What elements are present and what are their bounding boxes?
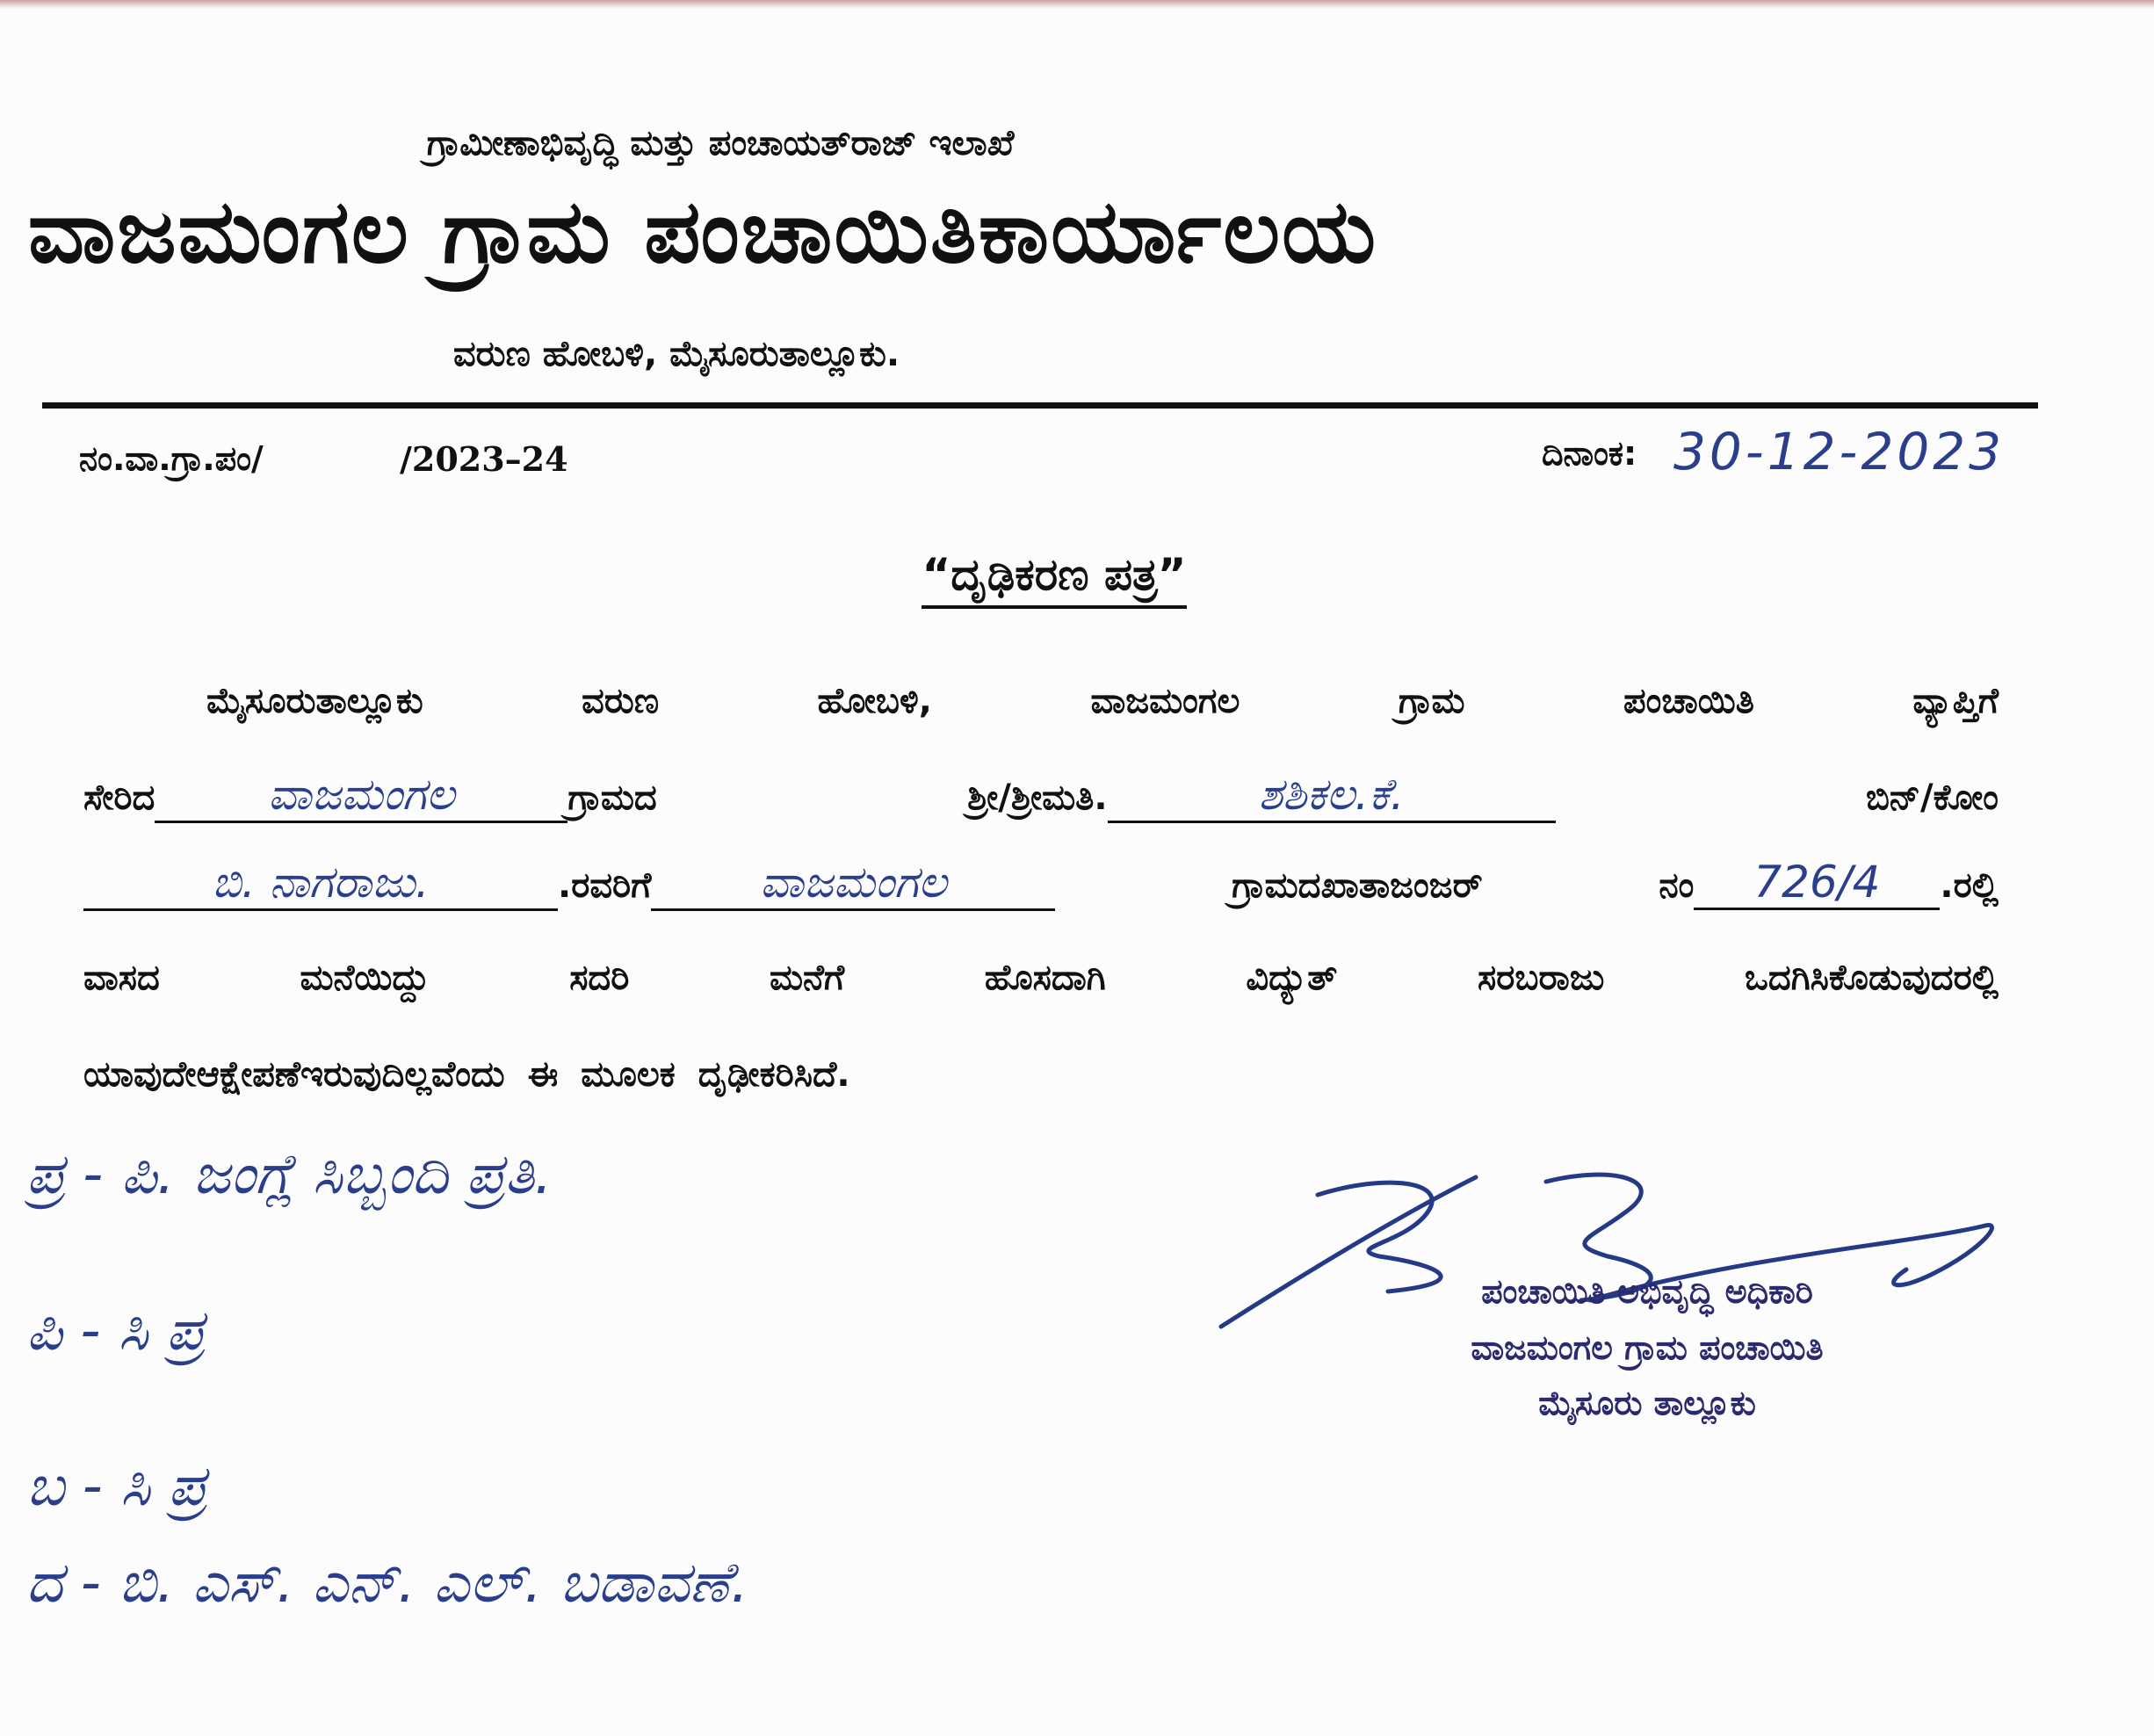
word: ಗ್ರಾಮದಖಾತಾಜಂಜರ್ — [1232, 865, 1483, 906]
copy-note-4: ದ - ಬಿ. ಎಸ್. ಎನ್. ಎಲ್. ಬಡಾವಣೆ. — [26, 1551, 749, 1616]
number-fill: 726/4 — [1694, 857, 1940, 910]
office-title: ವಾಜಮಂಗಲ ಗ್ರಾಮ ಪಂಚಾಯಿತಿಕಾರ್ಯಾಲಯ — [27, 180, 1378, 283]
word: .ರಲ್ಲಿ — [1940, 865, 1999, 906]
word: ಈ — [527, 1054, 559, 1095]
word: ಮೈಸೂರುತಾಲ್ಲೂಕು — [206, 681, 423, 721]
department-name: ಗ್ರಾಮೀಣಾಭಿವೃದ್ಧಿ ಮತ್ತು ಪಂಚಾಯತ್‌ರಾಜ್ ಇಲಾಖೆ — [426, 123, 1015, 163]
word: ಶ್ರೀ/ಶ್ರೀಮತಿ. — [967, 778, 1108, 818]
heading-text: “ದೃಢಿಕರಣ ಪತ್ರ” — [922, 549, 1186, 609]
word: ಪಂಚಾಯಿತಿ — [1623, 681, 1754, 721]
father-fill: ಬಿ. ನಾಗರಾಜು. — [83, 857, 558, 911]
word: ಮನೆಯಿದ್ದು — [300, 958, 430, 998]
date-label: ದಿನಾಂಕ: — [1542, 434, 1637, 473]
word: ಹೊಸದಾಗಿ — [984, 958, 1106, 998]
officer-signature — [1212, 1160, 2003, 1353]
copy-note-2: ಪಿ - ಸಿ ಪ್ರ — [26, 1298, 205, 1363]
word: ಗ್ರಾಮ — [1398, 681, 1465, 721]
paper-top-edge — [0, 0, 2154, 9]
header-divider — [42, 402, 2038, 409]
body-line-3 — [83, 857, 1999, 911]
word: ಹೋಬಳಿ, — [817, 681, 932, 721]
word: ಮನೆಗೆ — [770, 958, 845, 998]
number-group — [1659, 857, 1999, 910]
document-heading — [0, 549, 2108, 601]
office-location: ವರುಣ ಹೋಬಳಿ, ಮೈಸೂರುತಾಲ್ಲೂಕು. — [452, 334, 900, 374]
word: ಸದರಿ — [569, 958, 630, 998]
reference-prefix: ನಂ.ವಾ.ಗ್ರಾ.ಪಂ/ — [79, 439, 264, 478]
date-value: 30-12-2023 — [1673, 422, 2006, 481]
word: ಒದಗಿಸಿಕೊಡುವುದರಲ್ಲಿ — [1744, 958, 1999, 998]
stamp-taluk: ಮೈಸೂರು ತಾಲ್ಲೂಕು — [1538, 1384, 1756, 1422]
word: ಗ್ರಾಮದ — [567, 778, 657, 818]
village2-fill: ವಾಜಮಂಗಲ — [651, 857, 1055, 911]
body-line-4 — [83, 958, 1999, 998]
copy-note-3: ಬ - ಸಿ ಪ್ರ — [26, 1454, 207, 1519]
body-line-2 — [83, 769, 1999, 823]
word: ಮೂಲಕ — [581, 1054, 676, 1095]
name-group — [967, 769, 1555, 823]
word: ವಾಜಮಂಗಲ — [1090, 681, 1240, 721]
word: ವಿದ್ಯುತ್ — [1246, 958, 1338, 998]
word: ನಂ — [1659, 865, 1695, 906]
word: ವರುಣ — [582, 681, 660, 721]
stamp-office: ವಾಜಮಂಗಲ ಗ್ರಾಮ ಪಂಚಾಯಿತಿ — [1471, 1328, 1824, 1367]
word: ವಾಸದ — [83, 958, 160, 998]
copy-note-1: ಪ್ರ - ಪಿ. ಜಂಗ್ಲೆ ಸಿಬ್ಬಂದಿ ಪ್ರತಿ. — [26, 1142, 553, 1207]
word: ಸೇರಿದ — [83, 778, 155, 818]
village-group — [83, 769, 657, 823]
word: ಸರಬರಾಜು — [1477, 958, 1605, 998]
reference-year: /2023–24 — [400, 439, 568, 479]
stamp-designation: ಪಂಚಾಯಿತಿ ಅಭಿವೃದ್ಧಿ ಅಧಿಕಾರಿ — [1481, 1272, 1813, 1311]
father-group — [83, 857, 1055, 911]
name-fill: ಶಶಿಕಲ.ಕೆ. — [1108, 769, 1556, 823]
word: .ರವರಿಗೆ — [558, 865, 652, 906]
body-line-5 — [83, 1054, 1999, 1095]
word: ಯಾವುದೇಆಕ್ಷೇಪಣೆಇರುವುದಿಲ್ಲವೆಂದು — [83, 1054, 505, 1095]
village-fill: ವಾಜಮಂಗಲ — [155, 769, 567, 823]
word: ಬಿನ್/ಕೋಂ — [1865, 778, 1999, 818]
word: ದೃಢೀಕರಿಸಿದೆ. — [698, 1054, 850, 1095]
body-line-1 — [206, 681, 1999, 721]
word: ವ್ಯಾಪ್ತಿಗೆ — [1912, 681, 1999, 721]
